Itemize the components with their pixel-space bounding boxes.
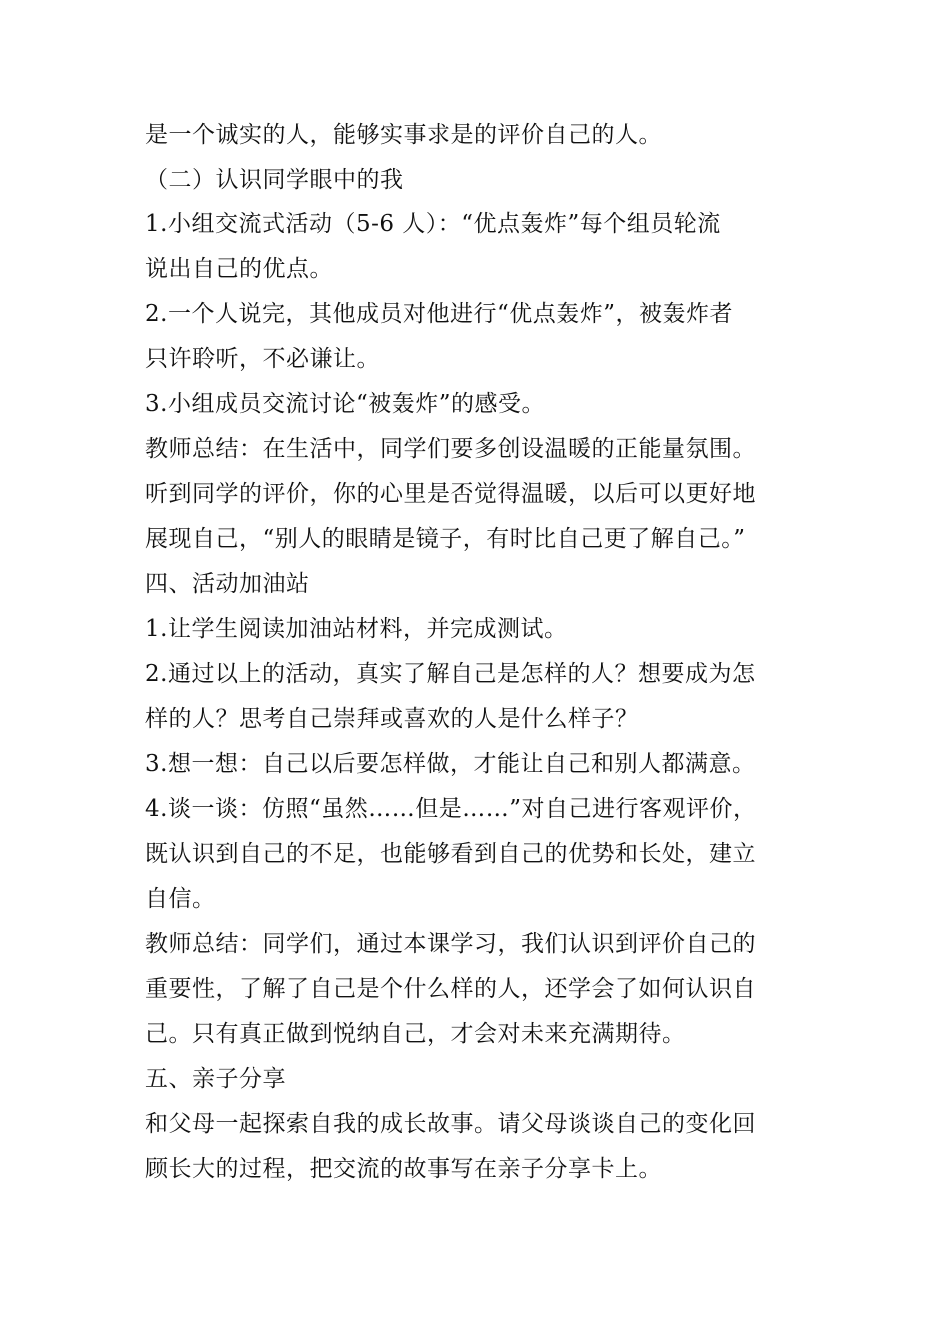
text-line: 样的人？思考自己崇拜或喜欢的人是什么样子？ bbox=[145, 706, 639, 732]
text-line: 己。只有真正做到悦纳自己，才会对未来充满期待。 bbox=[145, 1021, 686, 1047]
text-line: 听到同学的评价，你的心里是否觉得温暖，以后可以更好地 bbox=[145, 481, 756, 507]
text-line: 3.想一想：自己以后要怎样做，才能让自己和别人都满意。 bbox=[145, 751, 756, 777]
text-line: 和父母一起探索自我的成长故事。请父母谈谈自己的变化回 bbox=[145, 1111, 756, 1137]
text-line: 说出自己的优点。 bbox=[145, 256, 333, 282]
text-line: 既认识到自己的不足，也能够看到自己的优势和长处，建立 bbox=[145, 841, 756, 867]
text-line: 4.谈一谈：仿照“虽然……但是……”对自己进行客观评价， bbox=[145, 796, 757, 822]
text-line: 展现自己，“别人的眼睛是镜子，有时比自己更了解自己。” bbox=[145, 526, 746, 552]
text-line: 教师总结：在生活中，同学们要多创设温暖的正能量氛围。 bbox=[145, 436, 756, 462]
text-line: 教师总结：同学们，通过本课学习，我们认识到评价自己的 bbox=[145, 931, 756, 957]
section-heading: 五、亲子分享 bbox=[145, 1066, 286, 1092]
text-line: 2.一个人说完，其他成员对他进行“优点轰炸”，被轰炸者 bbox=[145, 301, 733, 327]
section-heading: （二）认识同学眼中的我 bbox=[145, 167, 404, 193]
text-line: 只许聆听，不必谦让。 bbox=[145, 346, 380, 372]
text-line: 重要性，了解了自己是个什么样的人，还学会了如何认识自 bbox=[145, 976, 756, 1002]
section-heading: 四、活动加油站 bbox=[145, 571, 310, 597]
text-line: 顾长大的过程，把交流的故事写在亲子分享卡上。 bbox=[145, 1156, 662, 1182]
text-line: 自信。 bbox=[145, 886, 216, 912]
text-line: 3.小组成员交流讨论“被轰炸”的感受。 bbox=[145, 391, 545, 417]
text-line: 1.小组交流式活动（5-6 人）：“优点轰炸”每个组员轮流 bbox=[145, 211, 721, 237]
text-line: 是一个诚实的人，能够实事求是的评价自己的人。 bbox=[145, 122, 662, 148]
text-line: 1.让学生阅读加油站材料，并完成测试。 bbox=[145, 616, 568, 642]
text-line: 2.通过以上的活动，真实了解自己是怎样的人？想要成为怎 bbox=[145, 661, 756, 687]
